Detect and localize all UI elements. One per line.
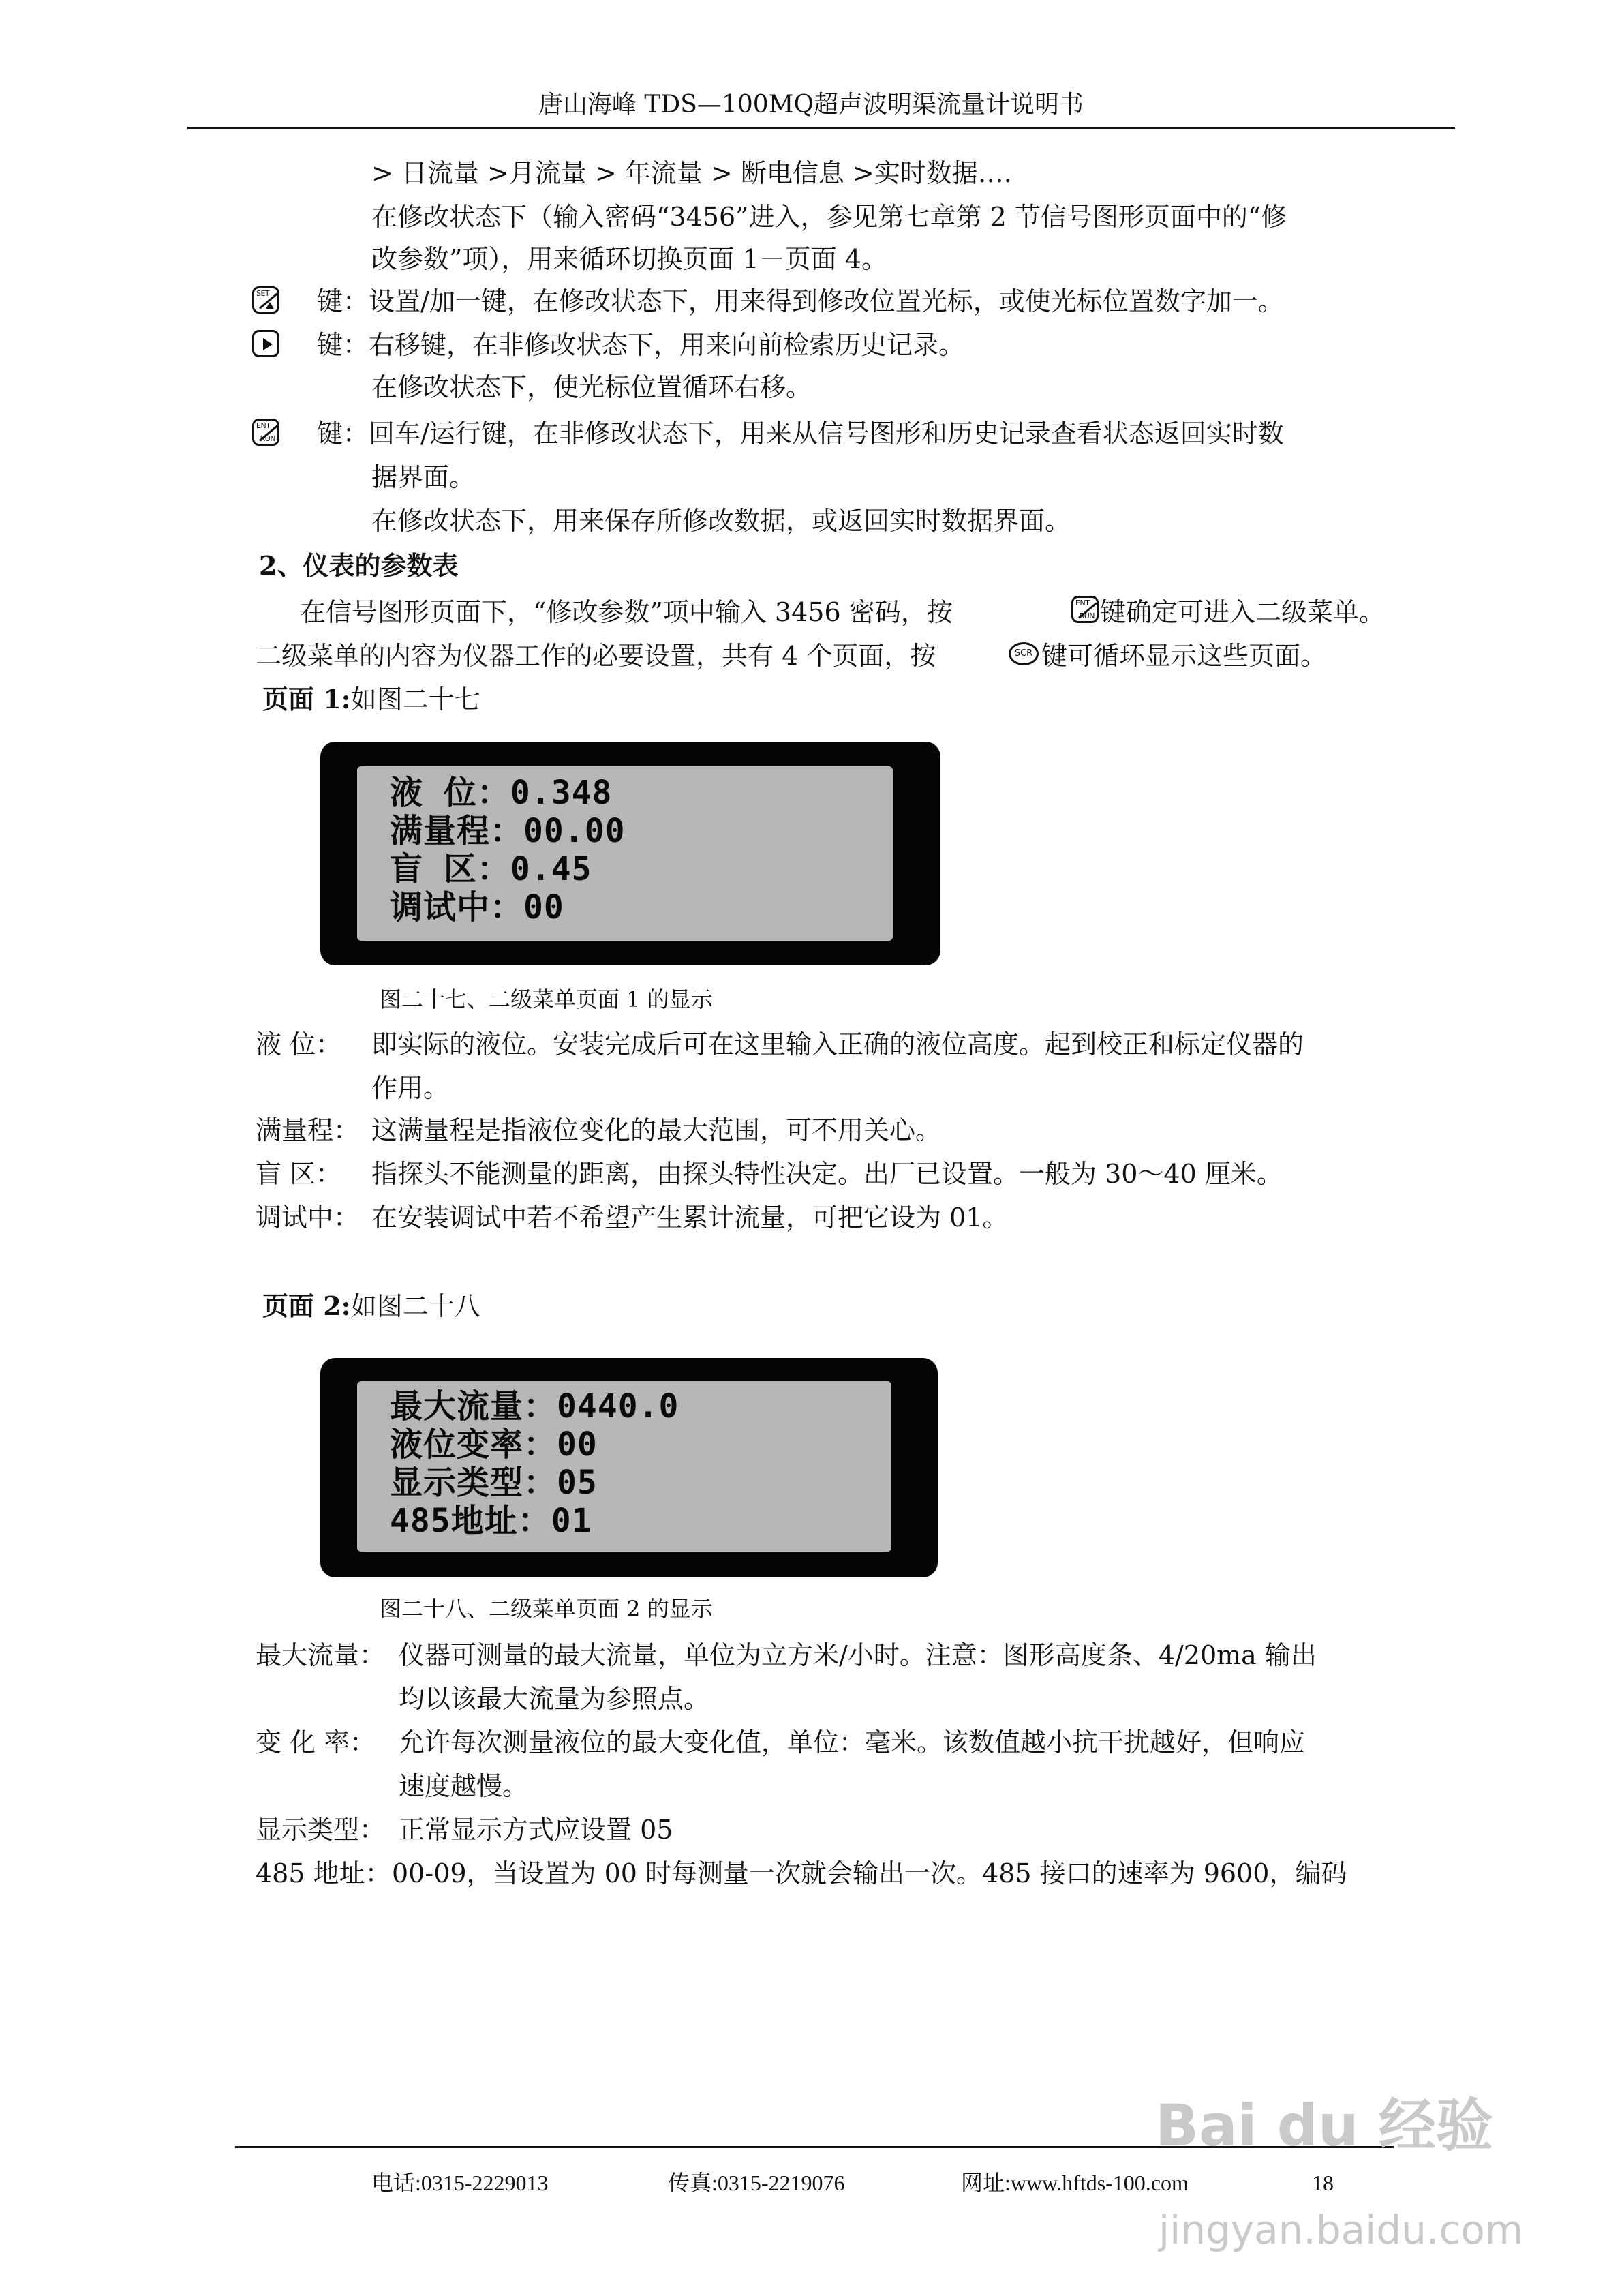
desc-changerate-text-2: 速度越慢。 xyxy=(399,1771,529,1801)
intro-line-1: > 日流量 >月流量 > 年流量 > 断电信息 >实时数据…. xyxy=(371,158,1012,188)
right-key-description-2: 在修改状态下，使光标位置循环右移。 xyxy=(371,372,812,402)
lcd2-line-3: 显示类型：05 xyxy=(390,1464,598,1502)
scr-key-inline-icon: SCR xyxy=(1009,642,1039,665)
enter-run-key-inline-icon xyxy=(1071,596,1099,623)
desc-blindzone-text: 指探头不能测量的距离，由探头特性决定。出厂已设置。一般为 30～40 厘米。 xyxy=(371,1159,1283,1189)
footer-fax: 传真:0315-2219076 xyxy=(668,2171,845,2195)
section-paragraph-1b: 键确定可进入二级菜单。 xyxy=(1100,597,1386,627)
lcd-display-page2 xyxy=(320,1358,938,1577)
lcd2-line-2: 液位变率：00 xyxy=(390,1425,598,1464)
desc-blindzone-term: 盲 区： xyxy=(256,1159,342,1189)
desc-changerate-text: 允许每次测量液位的最大变化值，单位：毫米。该数值越小抗干扰越好，但响应 xyxy=(399,1727,1306,1757)
lcd1-line-4: 调试中：00 xyxy=(390,888,564,926)
desc-maxflow-text-2: 均以该最大流量为参照点。 xyxy=(399,1684,710,1714)
desc-485address-text: 00-09，当设置为 00 时每测量一次就会输出一次。485 接口的速率为 9600，编码 xyxy=(392,1858,1347,1888)
desc-debug-text: 在安装调试中若不希望产生累计流量，可把它设为 01。 xyxy=(371,1203,1009,1233)
figure-27-caption: 图二十七、二级菜单页面 1 的显示 xyxy=(380,986,713,1012)
set-key-description: 键：设置/加一键，在修改状态下，用来得到修改位置光标，或使光标位置数字加一。 xyxy=(317,286,1284,316)
baidu-jingyan-watermark-url: jingyan.baidu.com xyxy=(1159,2207,1524,2253)
lcd-screen-page1 xyxy=(357,766,893,941)
page2-label xyxy=(262,1290,480,1323)
lcd2-line-4: 485地址：01 xyxy=(390,1502,592,1540)
lcd1-line-1: 液 位：0.348 xyxy=(390,774,613,812)
lcd-display-page1 xyxy=(320,742,940,965)
footer-website: 网址:www.hftds-100.com xyxy=(961,2171,1189,2195)
page2-label-bold: 页面 2: xyxy=(262,1290,351,1321)
desc-fullrange-term: 满量程： xyxy=(256,1115,360,1145)
lcd2-line-1: 最大流量：0440.0 xyxy=(390,1387,679,1425)
lcd1-line-2: 满量程：00.00 xyxy=(390,812,626,850)
enter-key-icon-top: ENT xyxy=(256,421,271,430)
right-arrow-key-icon xyxy=(252,330,279,357)
enter-key-icon-bottom: RUN xyxy=(260,434,275,443)
enter-key-inline-top: ENT xyxy=(1075,599,1090,607)
document-header-title: 唐山海峰 TDS—100MQ超声波明渠流量计说明书 xyxy=(538,91,1084,119)
page2-label-rest: 如图二十八 xyxy=(350,1291,480,1321)
right-key-description: 键：右移键，在非修改状态下，用来向前检索历史记录。 xyxy=(317,330,965,360)
lcd-screen-page2 xyxy=(357,1381,891,1552)
intro-line-2: 在修改状态下（输入密码“3456”进入，参见第七章第 2 节信号图形页面中的“修 xyxy=(371,202,1287,232)
footer-phone: 电话:0315-2229013 xyxy=(371,2171,549,2195)
desc-maxflow-term: 最大流量： xyxy=(256,1640,386,1670)
desc-485address-term: 485 地址： xyxy=(256,1858,391,1888)
enter-key-description-3: 在修改状态下，用来保存所修改数据，或返回实时数据界面。 xyxy=(371,506,1071,536)
figure-28-caption: 图二十八、二级菜单页面 2 的显示 xyxy=(380,1596,713,1622)
set-key-icon-label: SET xyxy=(256,289,270,298)
desc-level-text: 即实际的液位。安装完成后可在这里输入正确的液位高度。起到校正和标定仪器的 xyxy=(371,1029,1304,1059)
desc-level-text-2: 作用。 xyxy=(371,1073,450,1103)
desc-fullrange-text: 这满量程是指液位变化的最大范围，可不用关心。 xyxy=(371,1115,942,1145)
intro-line-3: 改参数”项），用来循环切换页面 1－页面 4。 xyxy=(371,244,887,274)
desc-maxflow-text: 仪器可测量的最大流量，单位为立方米/小时。注意：图形高度条、4/20ma 输出 xyxy=(399,1640,1317,1670)
section-paragraph-2b: 键可循环显示这些页面。 xyxy=(1041,641,1327,671)
section-paragraph-1a: 在信号图形页面下，“修改参数”项中输入 3456 密码，按 xyxy=(300,597,953,627)
desc-displaytype-text: 正常显示方式应设置 05 xyxy=(399,1815,673,1845)
enter-key-description-2: 据界面。 xyxy=(371,462,476,492)
enter-run-key-icon xyxy=(252,419,279,446)
enter-key-description: 键：回车/运行键，在非修改状态下，用来从信号图形和历史记录查看状态返回实时数 xyxy=(317,419,1284,449)
baidu-jingyan-watermark-logo: Bai du 经验 xyxy=(1155,2092,1493,2159)
desc-displaytype-term: 显示类型： xyxy=(256,1815,386,1845)
desc-changerate-term: 变 化 率： xyxy=(256,1727,376,1757)
desc-level-term: 液 位： xyxy=(256,1029,342,1059)
page1-label-bold: 页面 1: xyxy=(262,684,351,714)
section-heading: 2、仪表的参数表 xyxy=(259,550,459,581)
page1-label-rest: 如图二十七 xyxy=(350,684,480,714)
section-paragraph-2a: 二级菜单的内容为仪器工作的必要设置，共有 4 个页面，按 xyxy=(256,641,936,671)
desc-debug-term: 调试中： xyxy=(256,1203,360,1233)
set-key-icon xyxy=(252,286,279,314)
page1-label xyxy=(262,683,480,716)
header-rule xyxy=(187,127,1455,129)
lcd1-line-3: 盲 区：0.45 xyxy=(390,850,592,888)
footer-page-number: 18 xyxy=(1312,2171,1334,2195)
enter-key-inline-bottom: RUN xyxy=(1079,611,1095,620)
